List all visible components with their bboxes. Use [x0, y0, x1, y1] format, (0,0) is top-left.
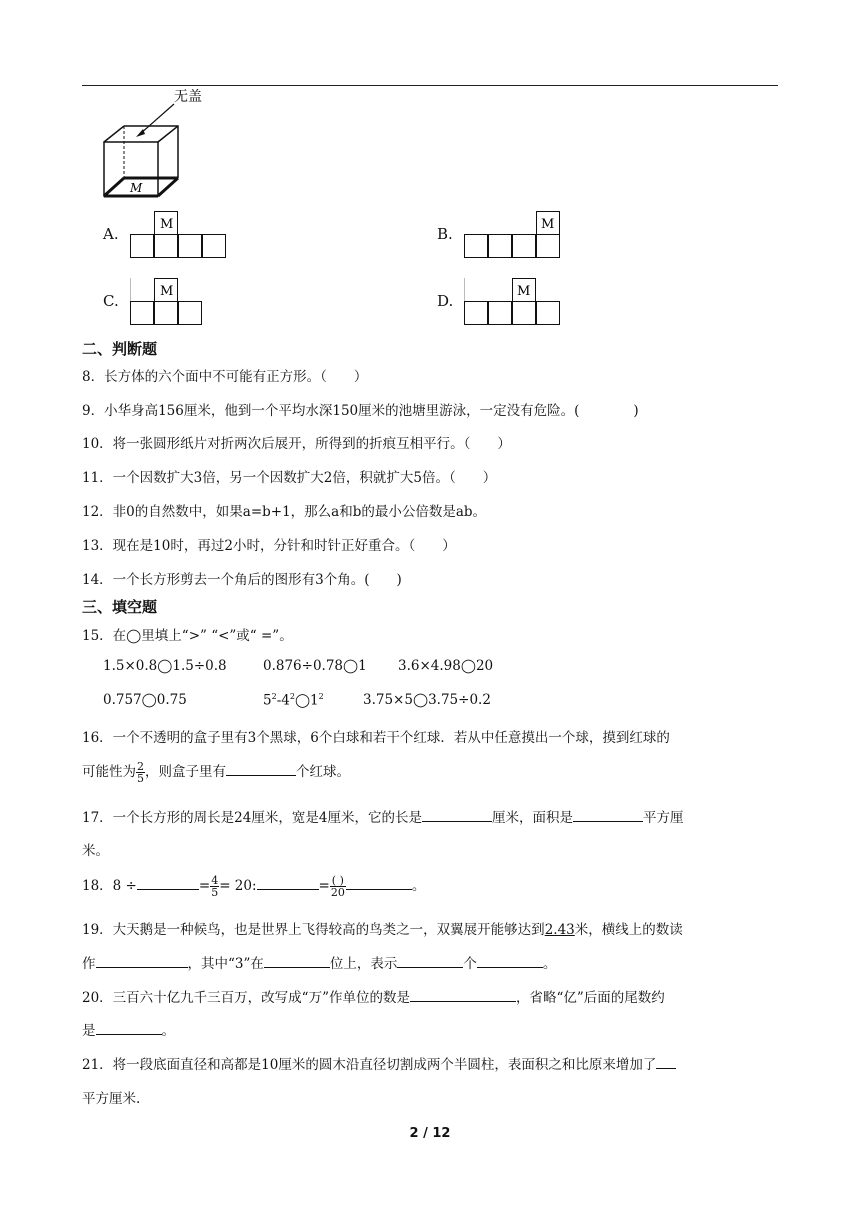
option-c-net[interactable]	[130, 278, 204, 330]
question-17-line2: 米。	[82, 843, 109, 859]
answer-blank[interactable]	[257, 875, 319, 890]
option-d-mark: M	[517, 284, 531, 299]
option-a-mark: M	[160, 217, 174, 232]
answer-blank[interactable]	[96, 1020, 162, 1035]
question-14: 14．一个长方形剪去一个角后的图形有3个角。( )	[82, 572, 402, 588]
header-rule	[82, 85, 778, 86]
question-10: 10．将一张圆形纸片对折两次后展开，所得到的折痕互相平行。（ ）	[82, 436, 511, 452]
compare-2[interactable]: 0.876÷0.78◯1	[263, 658, 367, 674]
section-2-title: 二、判断题	[82, 340, 158, 358]
question-17-line1: 17．一个长方形的周长是24厘米，宽是4厘米，它的长是 厘米，面积是 平方厘	[82, 806, 683, 826]
answer-blank[interactable]	[96, 953, 188, 968]
compare-5[interactable]: $5^2-4^2◯1^2$	[263, 692, 324, 709]
option-a-net[interactable]	[130, 211, 227, 263]
answer-blank[interactable]	[397, 953, 463, 968]
question-13: 13．现在是10时，再过2小时，分针和时针正好重合。（ ）	[82, 538, 456, 554]
underlined-number: 2.43	[544, 922, 575, 938]
answer-blank[interactable]	[137, 875, 199, 890]
answer-blank[interactable]	[410, 987, 516, 1002]
option-b-net[interactable]	[464, 211, 561, 263]
question-19-line1: 19．大天鹅是一种候鸟，也是世界上飞得较高的鸟类之一，双翼展开能够达到2.43米，横线上的数读	[82, 922, 683, 938]
question-18: 18．8 ÷ = $\frac{4}{5}$ = 20: = $\frac{( )}{20}$ 。	[82, 874, 426, 899]
option-b-label[interactable]: B.	[437, 225, 453, 243]
question-12: 12．非0的自然数中，如果a=b+1，那么a和b的最小公倍数是ab。	[82, 504, 487, 520]
answer-blank[interactable]	[573, 807, 643, 822]
question-15-stem: 15．在◯里填上“>” “<”或“ =”。	[82, 628, 293, 644]
option-d-net[interactable]	[464, 278, 561, 330]
option-b-mark: M	[541, 217, 555, 232]
compare-3[interactable]: 3.6×4.98◯20	[398, 658, 494, 674]
compare-1[interactable]: 1.5×0.8◯1.5÷0.8	[103, 658, 227, 674]
fraction-4-5: $\frac{4}{5}$	[211, 874, 219, 899]
question-21-line1: 21．将一段底面直径和高都是10厘米的圆木沿直径切割成两个半圆柱，表面积之和比原来增加了	[82, 1053, 676, 1073]
compare-6[interactable]: 3.75×5◯3.75÷0.2	[363, 692, 491, 708]
cube-lid-label: 无盖	[174, 89, 202, 105]
answer-blank[interactable]	[477, 953, 543, 968]
question-16-line2: 可能性为 $\frac{2}{5}$ ，则盒子里有 个红球。	[82, 760, 350, 785]
answer-blank[interactable]	[226, 761, 296, 776]
option-d-label[interactable]: D.	[437, 292, 454, 310]
fraction-2-5: $\frac{2}{5}$	[137, 760, 144, 785]
compare-4[interactable]: 0.757◯0.75	[103, 692, 187, 708]
option-a-label[interactable]: A.	[103, 225, 119, 243]
question-11: 11．一个因数扩大3倍，另一个因数扩大2倍，积就扩大5倍。（ ）	[82, 470, 497, 486]
question-8: 8．长方体的六个面中不可能有正方形。（ ）	[82, 369, 368, 385]
question-9: 9．小华身高156厘米，他到一个平均水深150厘米的池塘里游泳，一定没有危险。( )	[82, 403, 639, 419]
question-20-line1: 20．三百六十亿九千三百万，改写成“万”作单位的数是 ，省略“亿”后面的尾数约	[82, 986, 665, 1006]
cube-bottom-mark: M	[130, 181, 143, 195]
question-20-line2: 是 。	[82, 1019, 175, 1039]
question-19-line2: 作 ，其中“3”在 位上，表示 个 。	[82, 952, 556, 972]
open-cube-figure	[96, 88, 202, 204]
section-3-title: 三、填空题	[82, 598, 158, 616]
question-21-line2: 平方厘米.	[82, 1091, 141, 1107]
answer-blank[interactable]	[656, 1054, 676, 1069]
answer-blank[interactable]	[346, 875, 412, 890]
answer-blank[interactable]	[422, 807, 492, 822]
option-c-label[interactable]: C.	[103, 292, 119, 310]
answer-blank[interactable]	[264, 953, 330, 968]
fraction-blank-20: $\frac{( )}{20}$	[330, 874, 345, 899]
option-c-mark: M	[160, 284, 174, 299]
page-number: 2 / 12	[409, 1126, 451, 1141]
question-16-line1: 16．一个不透明的盒子里有3个黑球，6个白球和若干个红球．若从中任意摸出一个球，摸到红球的	[82, 730, 670, 746]
